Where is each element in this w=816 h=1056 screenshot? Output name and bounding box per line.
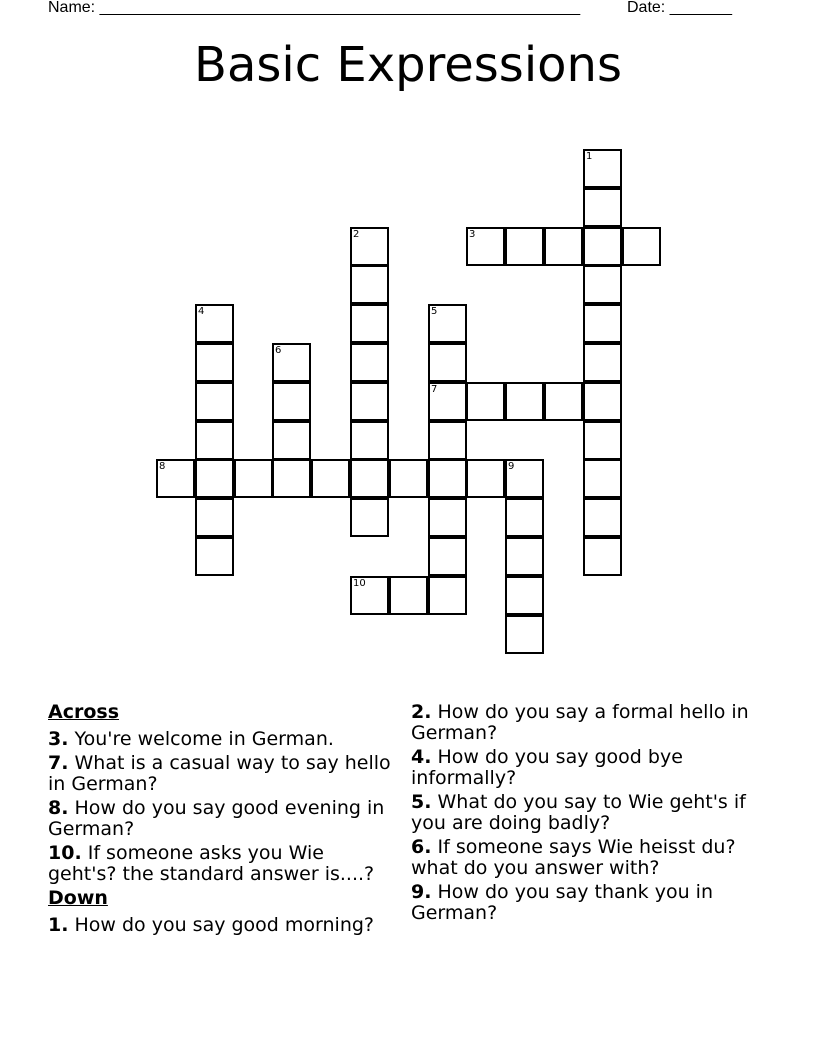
clue-down-1 — [48, 915, 398, 936]
crossword-cell[interactable] — [428, 537, 467, 576]
crossword-cell[interactable] — [156, 459, 195, 498]
crossword-cell[interactable] — [466, 382, 505, 421]
clue-number: 5. — [411, 791, 432, 813]
down-heading: Down — [48, 887, 108, 909]
cell-number: 2 — [353, 229, 360, 240]
clue-number: 4. — [411, 746, 432, 768]
crossword-cell[interactable] — [583, 498, 622, 537]
crossword-cell[interactable] — [428, 304, 467, 343]
clue-text: How do you say good morning? — [74, 914, 375, 936]
cell-number: 1 — [586, 151, 593, 162]
clue-across-3 — [48, 729, 398, 750]
crossword-cell[interactable] — [350, 382, 389, 421]
crossword-cell[interactable] — [195, 382, 234, 421]
across-heading: Across — [48, 701, 120, 723]
clue-down-4 — [411, 747, 771, 789]
crossword-cell[interactable] — [195, 304, 234, 343]
clue-down-9 — [411, 882, 771, 924]
clue-text: You're welcome in German. — [74, 728, 334, 750]
crossword-cell[interactable] — [583, 421, 622, 460]
clue-across-10 — [48, 843, 398, 885]
clue-number: 1. — [48, 914, 69, 936]
crossword-cell[interactable] — [350, 304, 389, 343]
crossword-cell[interactable] — [428, 382, 467, 421]
crossword-cell[interactable] — [505, 227, 544, 266]
clue-number: 2. — [411, 701, 432, 723]
crossword-cell[interactable] — [544, 382, 583, 421]
cell-number: 8 — [159, 461, 166, 472]
crossword-cell[interactable] — [350, 227, 389, 266]
clues-right-column — [411, 702, 771, 927]
clue-text: If someone says Wie heisst du? what do you answer with? — [411, 836, 736, 879]
crossword-cell[interactable] — [195, 498, 234, 537]
clue-text: How do you say thank you in German? — [411, 881, 713, 924]
crossword-cell[interactable] — [466, 459, 505, 498]
cell-number: 7 — [431, 384, 438, 395]
crossword-cell[interactable] — [272, 459, 311, 498]
clue-text: What is a casual way to say hello in German? — [48, 752, 391, 795]
cell-number: 10 — [353, 578, 366, 589]
clue-down-6 — [411, 837, 771, 879]
crossword-cell[interactable] — [583, 149, 622, 188]
crossword-cell[interactable] — [583, 265, 622, 304]
clue-across-7 — [48, 753, 398, 795]
crossword-cell[interactable] — [583, 188, 622, 227]
crossword-cell[interactable] — [428, 498, 467, 537]
clue-down-5 — [411, 792, 771, 834]
crossword-cell[interactable] — [350, 265, 389, 304]
crossword-cell[interactable] — [583, 459, 622, 498]
clue-text: If someone asks you Wie geht's? the standard answer is....? — [48, 842, 375, 885]
cell-number: 4 — [198, 306, 205, 317]
crossword-cell[interactable] — [195, 459, 234, 498]
crossword-cell[interactable] — [234, 459, 273, 498]
clue-text: How do you say good bye informally? — [411, 746, 683, 789]
crossword-cell[interactable] — [428, 576, 467, 615]
crossword-cell[interactable] — [428, 343, 467, 382]
crossword-cell[interactable] — [272, 421, 311, 460]
crossword-cell[interactable] — [466, 227, 505, 266]
crossword-cell[interactable] — [622, 227, 661, 266]
crossword-cell[interactable] — [195, 537, 234, 576]
cell-number: 3 — [469, 229, 476, 240]
clue-number: 6. — [411, 836, 432, 858]
crossword-cell[interactable] — [583, 343, 622, 382]
crossword-cell[interactable] — [505, 615, 544, 654]
cell-number: 9 — [508, 461, 515, 472]
clue-text: What do you say to Wie geht's if you are doing badly? — [411, 791, 746, 834]
crossword-cell[interactable] — [583, 304, 622, 343]
crossword-cell[interactable] — [428, 459, 467, 498]
date-field-label[interactable]: Date: _______ — [627, 0, 732, 16]
crossword-cell[interactable] — [505, 459, 544, 498]
cell-number: 6 — [275, 345, 282, 356]
crossword-cell[interactable] — [583, 382, 622, 421]
crossword-cell[interactable] — [505, 576, 544, 615]
crossword-cell[interactable] — [389, 576, 428, 615]
crossword-cell[interactable] — [583, 227, 622, 266]
crossword-cell[interactable] — [350, 421, 389, 460]
clue-number: 3. — [48, 728, 69, 750]
clue-number: 8. — [48, 797, 69, 819]
crossword-cell[interactable] — [311, 459, 350, 498]
crossword-cell[interactable] — [350, 576, 389, 615]
crossword-cell[interactable] — [505, 498, 544, 537]
clue-across-8 — [48, 798, 398, 840]
clue-number: 10. — [48, 842, 82, 864]
crossword-cell[interactable] — [350, 498, 389, 537]
name-field-label[interactable]: Name: ______________________________________________________ — [48, 0, 581, 16]
crossword-cell[interactable] — [272, 382, 311, 421]
clue-down-2 — [411, 702, 771, 744]
clue-text: How do you say good evening in German? — [48, 797, 385, 840]
clue-number: 9. — [411, 881, 432, 903]
crossword-cell[interactable] — [195, 421, 234, 460]
page-title: Basic Expressions — [194, 37, 622, 93]
crossword-cell[interactable] — [272, 343, 311, 382]
clue-text: How do you say a formal hello in German? — [411, 701, 749, 744]
crossword-cell[interactable] — [428, 421, 467, 460]
crossword-cell[interactable] — [350, 459, 389, 498]
crossword-cell[interactable] — [350, 343, 389, 382]
crossword-cell[interactable] — [583, 537, 622, 576]
clue-number: 7. — [48, 752, 69, 774]
clues-left-column — [48, 702, 398, 939]
crossword-cell[interactable] — [505, 537, 544, 576]
crossword-cell[interactable] — [544, 227, 583, 266]
crossword-cell[interactable] — [389, 459, 428, 498]
crossword-cell[interactable] — [505, 382, 544, 421]
crossword-cell[interactable] — [195, 343, 234, 382]
cell-number: 5 — [431, 306, 438, 317]
